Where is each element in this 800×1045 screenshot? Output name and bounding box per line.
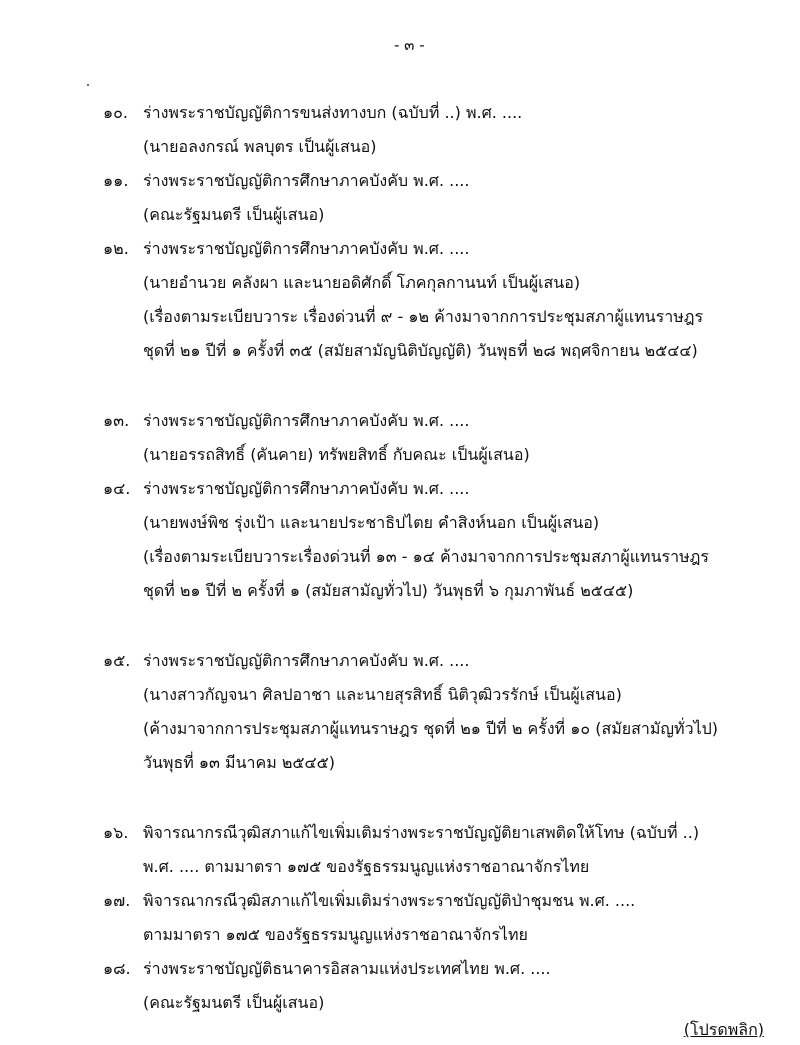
agenda-item-title: ร่างพระราชบัญญัติการศึกษาภาคบังคับ พ.ศ. ....	[143, 479, 470, 498]
agenda-item-title: ร่างพระราชบัญญัติการศึกษาภาคบังคับ พ.ศ. ....	[143, 239, 470, 258]
agenda-item-14-note: (เรื่องตามระเบียบวาระเรื่องด่วนที่ ๑๓ - ๑๔ ค้างมาจากการประชุมสภาผู้แทนราษฎร	[143, 547, 709, 566]
agenda-item-number: ๑๑.	[103, 171, 129, 190]
agenda-item-16-detail: พ.ศ. .... ตามมาตรา ๑๗๕ ของรัฐธรรมนูญแห่งราชอาณาจักรไทย	[143, 857, 590, 876]
agenda-item-11-proposer: (คณะรัฐมนตรี เป็นผู้เสนอ)	[143, 205, 325, 224]
stray-dot-mark	[87, 84, 89, 86]
agenda-item-number: ๑๓.	[103, 411, 130, 430]
agenda-item-14-note-cont: ชุดที่ ๒๑ ปีที่ ๒ ครั้งที่ ๑ (สมัยสามัญทั่วไป) วันพุธที่ ๖ กุมภาพันธ์ ๒๕๔๕)	[143, 581, 634, 600]
agenda-item-18-proposer: (คณะรัฐมนตรี เป็นผู้เสนอ)	[143, 993, 325, 1012]
agenda-item-11-title	[103, 170, 469, 192]
agenda-item-number: ๑๗.	[103, 891, 131, 910]
agenda-item-title: ร่างพระราชบัญญัติการศึกษาภาคบังคับ พ.ศ. ....	[143, 171, 470, 190]
page-number: - ๓ -	[394, 36, 425, 54]
agenda-item-12-proposer: (นายอำนวย คลังผา และนายอดิศักดิ์ โภคกุลกานนท์ เป็นผู้เสนอ)	[143, 273, 581, 292]
agenda-item-12-note: (เรื่องตามระเบียบวาระ เรื่องด่วนที่ ๙ - ๑๒ ค้างมาจากการประชุมสภาผู้แทนราษฎร	[143, 307, 704, 326]
agenda-item-title: พิจารณากรณีวุฒิสภาแก้ไขเพิ่มเติมร่างพระราชบัญญัติยาเสพติดให้โทษ (ฉบับที่ ..)	[143, 823, 700, 842]
agenda-item-13-proposer: (นายอรรถสิทธิ์ (คันคาย) ทรัพยสิทธิ์ กับคณะ เป็นผู้เสนอ)	[143, 445, 530, 464]
agenda-item-13-title	[103, 410, 469, 432]
agenda-item-title: ร่างพระราชบัญญัติธนาคารอิสลามแห่งประเทศไทย พ.ศ. ....	[143, 959, 551, 978]
agenda-item-number: ๑๖.	[103, 823, 129, 842]
agenda-item-14-title	[103, 478, 469, 500]
agenda-item-10-title	[103, 102, 522, 124]
agenda-item-14-proposer: (นายพงษ์พิช รุ่งเป้า และนายประชาธิปไตย คำสิงห์นอก เป็นผู้เสนอ)	[143, 513, 600, 532]
agenda-item-12-title	[103, 238, 469, 260]
agenda-item-number: ๑๕.	[103, 651, 131, 670]
agenda-item-number: ๑๐.	[103, 103, 129, 122]
agenda-item-17-detail: ตามมาตรา ๑๗๕ ของรัฐธรรมนูญแห่งราชอาณาจักรไทย	[143, 925, 528, 944]
agenda-item-title: ร่างพระราชบัญญัติการศึกษาภาคบังคับ พ.ศ. ....	[143, 651, 470, 670]
agenda-item-15-note-cont: วันพุธที่ ๑๓ มีนาคม ๒๕๔๕)	[143, 753, 335, 772]
agenda-item-number: ๑๘.	[103, 959, 131, 978]
agenda-item-15-proposer: (นางสาวกัญจนา ศิลปอาชา และนายสุรสิทธิ์ นิติวุฒิวรรักษ์ เป็นผู้เสนอ)	[143, 685, 622, 704]
agenda-item-number: ๑๒.	[103, 239, 129, 258]
agenda-item-title: พิจารณากรณีวุฒิสภาแก้ไขเพิ่มเติมร่างพระราชบัญญัติป่าชุมชน พ.ศ. ....	[143, 891, 636, 910]
agenda-item-17-title	[103, 890, 635, 912]
agenda-item-title: ร่างพระราชบัญญัติการขนส่งทางบก (ฉบับที่ ..) พ.ศ. ....	[143, 103, 523, 122]
agenda-item-10-proposer: (นายอลงกรณ์ พลบุตร เป็นผู้เสนอ)	[143, 137, 377, 156]
agenda-item-18-title	[103, 958, 551, 980]
agenda-item-number: ๑๔.	[103, 479, 131, 498]
agenda-item-12-note-cont: ชุดที่ ๒๑ ปีที่ ๑ ครั้งที่ ๓๕ (สมัยสามัญนิติบัญญัติ) วันพุธที่ ๒๘ พฤศจิกายน ๒๕๔๔)	[143, 341, 698, 360]
agenda-item-title: ร่างพระราชบัญญัติการศึกษาภาคบังคับ พ.ศ. ....	[143, 411, 470, 430]
agenda-item-15-title	[103, 650, 469, 672]
agenda-item-15-note: (ค้างมาจากการประชุมสภาผู้แทนราษฎร ชุดที่ ๒๑ ปีที่ ๒ ครั้งที่ ๑๐ (สมัยสามัญทั่วไป)	[143, 719, 719, 738]
agenda-item-16-title	[103, 822, 699, 844]
please-turn-over-note: (โปรดพลิก)	[683, 1020, 764, 1039]
